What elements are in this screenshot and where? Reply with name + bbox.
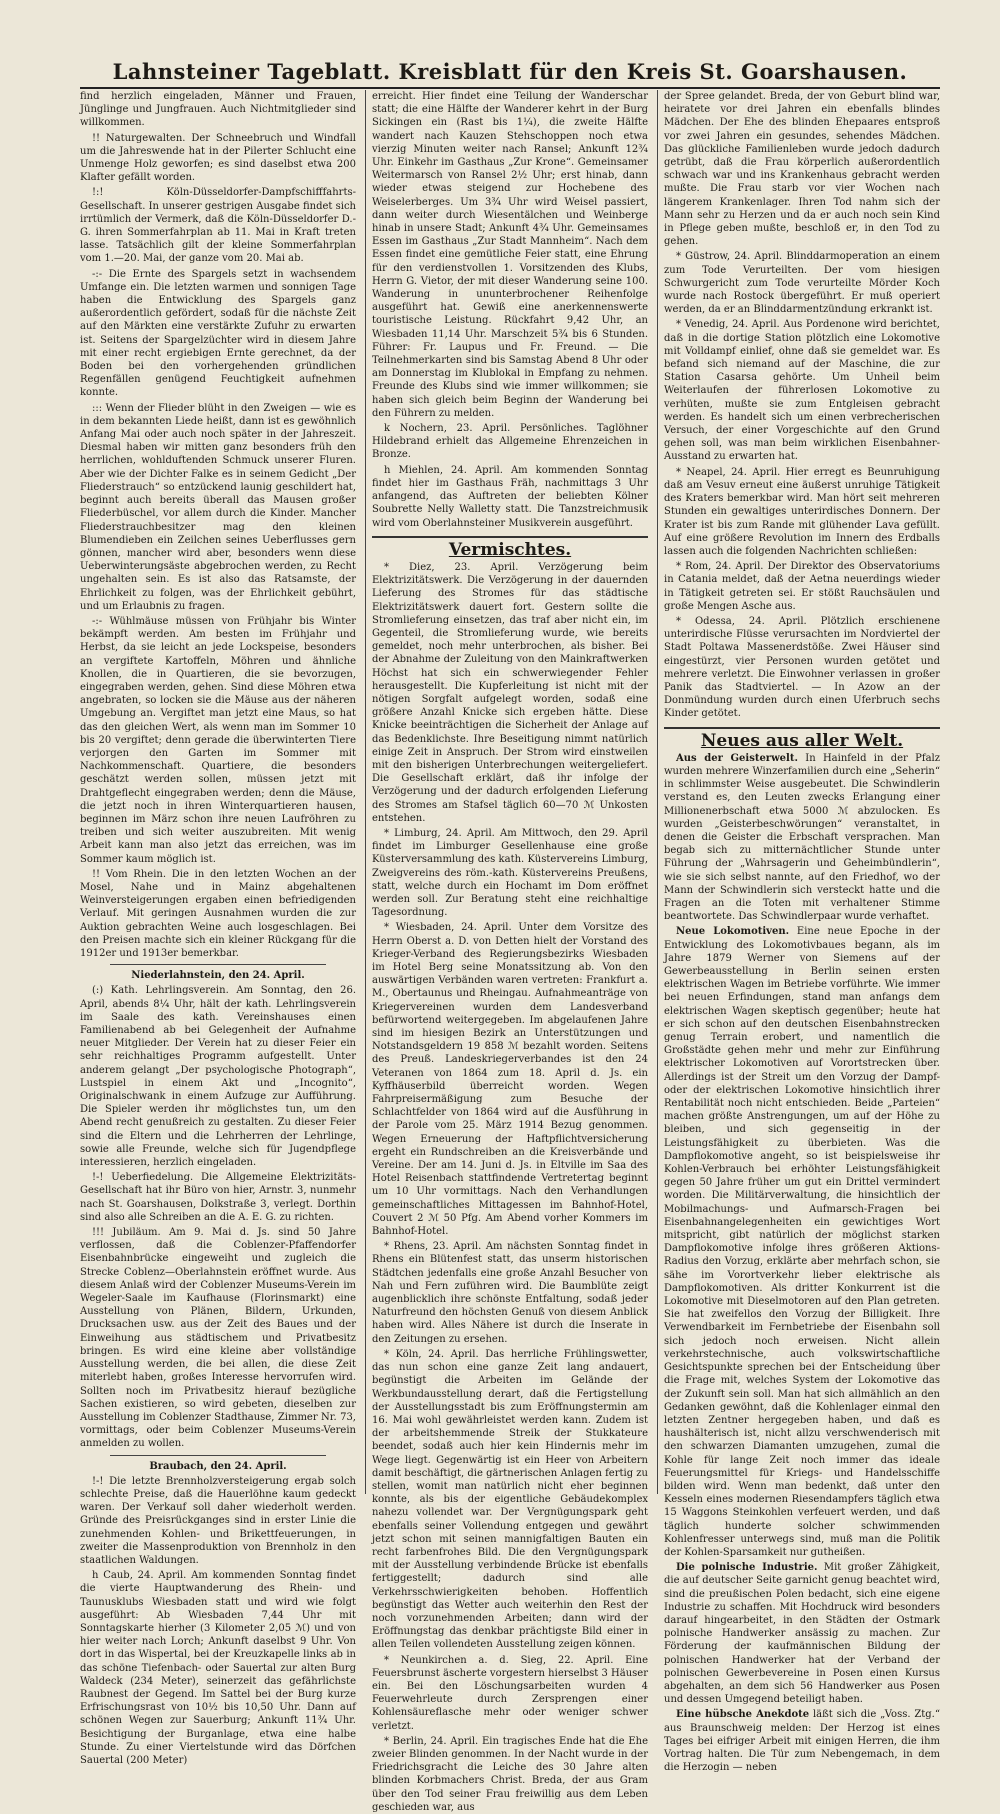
article-paragraph (664, 752, 940, 924)
column-divider (365, 90, 366, 1494)
article-paragraph (664, 925, 940, 1559)
masthead-rule (80, 87, 940, 89)
separator (372, 536, 648, 538)
article-paragraph: find herzlich eingeladen, Männer und Frauen, Jünglinge und Jungfrauen. Auch Nichtmitglieder sind willkommen. (80, 91, 356, 129)
article-paragraph: der Spree gelandet. Breda, der von Geburt blind war, heiratete vor drei Jahren ein ebenfalls blindes Mädchen. Der Ehe des blinden Ehepaares entsproß vor zwei Jahren ein gesundes, sehendes Mädchen. Das glückliche Familienleben wurde jedoch dadurch getrübt, daß die Frau körperlich außerordentlich schwach war und ins Krankenhaus gebracht werden mußte. Die Frau starb vor vier Wochen nach längerem Krankenlager. Ihren Tod nahm sich der Mann sehr zu Herzen und da er auch noch sein Kind in Pflege geben mußte, beschloß er, in den Tod zu gehen. (664, 91, 940, 248)
article-paragraph: * Rhens, 23. April. Am nächsten Sonntag findet in Rhens ein Blütenfest statt, das unserm historischen Städtchen jedenfalls eine große Anzahl Besucher von Nah und Fern zuführen wird. Die Baumblüte zeigt augenblicklich ihre schönste Entfaltung, sodaß jeder Naturfreund den höchsten Genuß von diesem Anblick haben wird. Alles Nähere ist durch die Inserate in den Zeitungen zu ersehen. (372, 1241, 648, 1345)
column-divider (657, 90, 658, 1494)
subheading: Die polnische Industrie. (676, 1562, 818, 1574)
article-text: läßt sich die „Voss. Ztg.“ aus Braunschweig melden: Der Herzog ist eines Tages bei eifriger Arbeit mit einigen Herren, die ihm Vortrag halten. Die Tür zum Nebengemach, in dem die Herzogin — neben (664, 1709, 940, 1774)
columns (80, 90, 940, 1813)
article-paragraph: erreicht. Hier findet eine Teilung der Wanderschar statt; die eine Hälfte der Wanderer kehrt in der Burg Sickingen ein (Rast bis 1¼), die zweite Hälfte wandert nach Kauzen Stehschoppen noch etwa vierzig Minuten weiter nach Ransel; Ankunft 12¾ Uhr. Einkehr im Gasthaus „Zur Krone“. Gemeinsamer Weitermarsch von Ransel 2½ Uhr; erst hinab, dann wieder etwas steigend zur Hochebene des Weiselerberges. Um 3¾ Uhr wird Weisel passiert, dann weiter durch Wiesentälchen und Weinberge hinab in unsere Stadt; Ankunft 4¾ Uhr. Gemeinsames Essen im Gasthaus „Zur Stadt Mannheim“. Nach dem Essen findet eine gemütliche Feier statt, eine Ehrung für den verdienstvollen 1. Vorsitzenden des Klubs, Herrn G. Vietor, der mit dieser Wanderung seine 100. Wanderung in ununterbrochener Reihenfolge ausgeführt hat. Gewiß eine anerkennenswerte touristische Leistung. Rückfahrt 9,42 Uhr, an Wiesbaden 11,14 Uhr. Marschzeit 5¾ bis 6 Stunden. Führer: Fr. Laupus und Fr. Freund. — Die Teilnehmerkarten sind bis Samstag Abend 8 Uhr oder am Donnerstag im Klublokal in Empfang zu nehmen. Freunde des Klubs sind wie immer willkommen; sie haben sich gleich beim Beginn der Wanderung bei den Führern zu melden. (372, 91, 648, 419)
dateline-heading: Braubach, den 24. April. (149, 1460, 287, 1472)
article-paragraph: * Neapel, 24. April. Hier erregt es Beunruhigung daß am Vesuv erneut eine äußerst unruhige Tätigkeit des Kraters bemerkbar wird. Man hört seit mehreren Stunden ein gewaltiges unterirdisches Donnern. Der Krater ist bis zum Rande mit glühender Lava gefüllt. Auf eine größere Revolution im Innern des Erdballs lassen auch die folgenden Nachrichten schließen: (664, 466, 940, 557)
article-paragraph: * Neunkirchen a. d. Sieg, 22. April. Eine Feuersbrunst äscherte vorgestern hierselbst 3 Häuser ein. Bei den Löschungsarbeiten wurden 4 Feuerwehrleute durch Zersprengen einer Kohlensäureflasche mehr oder weniger schwer verletzt. (372, 1654, 648, 1732)
article-text: Mit großer Zähigkeit, die auf deutscher Seite garnicht genug beachtet wird, sind die preußischen Polen bedacht, sich eine eigene Industrie zu schaffen. Mit Hochdruck wird besonders darauf hingearbeitet, in den Städten der Ostmark polnische Handwerker ansässig zu machen. Zur Förderung der kaufmännischen Bildung der polnischen Handwerker hat der Verband der polnischen Gewerbevereine in Posen einen Kursus abgehalten, an dem sich 56 Handwerker aus Posen und dessen Umgegend beteiligt haben. (664, 1562, 940, 1706)
article-text: Eine neue Epoche in der Entwicklung des Lokomotivbaues begann, als im Jahre 1879 Werner von Siemens auf der Gewerbeausstellung in Berlin seinen ersten elektrischen Wagen im Betriebe vorführte. Wie immer bei neuen Erfindungen, stand man anfangs dem elektrischen Wagen skeptisch gegenüber; heute hat er sich schon auf den deutschen Eisenbahnstrecken genug Terrain erobert, und namentlich die Großstädte gehen mehr und mehr zur Einführung elektrischer Lokomotiven auf Vorortstrecken über. Allerdings ist der Streit um den Vorzug der Dampf- oder der elektrischen Lokomotive hinsichtlich ihrer Rentabilität noch nicht entschieden. Beide „Parteien“ machen größte Anstrengungen, um auf der Höhe zu bleiben, und sich gegenseitig in der Leistungsfähigkeit zu überbieten. Was die Dampflokomotive angeht, so ist beispielsweise ihr Kohlen-Verbrauch bei erhöhter Leistungsfähigkeit gegen 50 Jahre früher um gut ein Drittel vermindert worden. Die Militärverwaltung, die hinsichtlich der Mobilmachungs- und Aufmarsch-Fragen bei Eisenbahnangelegenheiten ein gewichtiges Wort mitspricht, gibt natürlich der möglichst starken Dampflokomotive infolge ihres größeren Aktions-Radius den Vorzug, erklärte aber mehrfach schon, sie sähe im Vorortverkehr lieber elektrische als Dampflokomotiven. Als dritter Konkurrent ist die Lokomotive mit Dieselmotoren auf den Plan getreten. Sie hat zweifellos den Vorzug der Billigkeit. Ihre Verwendbarkeit im Fernbetriebe der Eisenbahn soll sich jedoch noch erweisen. Nicht allein verkehrstechnische, auch volkswirtschaftliche Gesichtspunkte sprechen bei der Entscheidung über die Frage mit, welches System der Lokomotive das der Zukunft sein soll. Man hat sich allmählich an den Gedanken gewöhnt, daß die Kohlenlager einmal den letzten Zentner hergegeben haben, und daß es haushälterisch ist, nicht allzu verschwenderisch mit den schwarzen Diamanten umzugehen, zumal die Kohle für lange Zeit noch immer das ideale Feuerungsmittel für Kriegs- und Handelsschiffe bilden wird. Wenn man bedenkt, daß unter den Kesseln eines modernen Riesendampfers täglich etwa 15 Waggons Steinkohlen verfeuert werden, und daß täglich hunderte solcher schwimmenden Kohlenfresser unterwegs sind, muß man die Politik der Kohlen-Sparsamkeit nur gutheißen. (664, 926, 940, 1558)
subheading: Neue Lokomotiven. (676, 926, 790, 938)
article-paragraph: !:! Köln-Düsseldorfer-Dampfschifffahrts-Gesellschaft. In unserer gestrigen Ausgabe findet sich irrtümlich der Vermerk, daß die Köln-Düsseldorfer D.-G. ihren Sommerfahrplan ab 11. Mai in Kraft treten lasse. Tatsächlich gilt der kleine Sommerfahrplan vom 1.—20. Mai, der ganze vom 20. Mai ab. (80, 187, 356, 265)
article-paragraph: !! Naturgewalten. Der Schneebruch und Windfall um die Jahreswende hat in der Pilerter Schlucht eine Unmenge Holz geworfen; es sind daselbst etwa 200 Klafter gefällt worden. (80, 132, 356, 184)
article-paragraph: -:- Die Ernte des Spargels setzt in wachsendem Umfange ein. Die letzten warmen und sonnigen Tage haben die Entwicklung des Spargels ganz außerordentlich gefördert, sodaß für die nächste Zeit auf den Märkten eine verstärkte Zufuhr zu erwarten ist. Seitens der Spargelzüchter wird in diesem Jahre mit einer recht ergiebigen Ernte gerechnet, da der Boden bei den vorhergehenden gründlichen Regenfällen genügend Feuchtigkeit aufnehmen konnte. (80, 268, 356, 399)
dateline-heading: Niederlahnstein, den 24. April. (131, 970, 305, 982)
article-paragraph (664, 1561, 940, 1706)
article-paragraph: h Miehlen, 24. April. Am kommenden Sonntag findet hier im Gasthaus Fräh, nachmittags 3 Uhr anfangend, das Auftreten der beliebten Kölner Soubrette Nelly Walletty statt. Die Tanzstreichmusik wird vom Oberlahnsteiner Musikverein ausgeführt. (372, 464, 648, 529)
article-text: In Hainfeld in der Pfalz wurden mehrere Winzerfamilien durch eine „Seherin“ in schlimmster Weise ausgebeutet. Die Schwindlerin verstand es, den Leuten zwecks Erlangung einer Millionenerbschaft etwa 5000 ℳ abzulocken. Es wurden „Geisterbeschwörungen“ veranstaltet, in denen die Geister die Erbschaft versprachen. Man begab sich zu mitternächtlicher Stunde unter Führung der „Wahrsagerin und Geheimbündlerin“, wie sie sich selbst nannte, auf den Friedhof, wo der Mann der Schwindlerin sich versteckt hatte und die Fragen an die Toten mit verhaltener Stimme beantwortete. Das Schwindlerpaar wurde verhaftet. (664, 752, 940, 923)
section-heading: Vermischtes. (448, 539, 572, 560)
article-paragraph: * Venedig, 24. April. Aus Pordenone wird berichtet, daß in die dortige Station plötzlich eine Lokomotive mit Volldampf einlief, ohne daß sie gemeldet war. Es befand sich niemand auf der Maschine, die zur Station Casarsa gehörte. Um Unheil beim Weiterlaufen der führerlosen Lokomotive zu verhüten, mußte sie zum Entgleisen gebracht werden. Es handelt sich um einen verbrecherischen Versuch, der einer Vorgeschichte auf den Grund gehen soll, was man beim wirklichen Eisenbahner-Ausstand zu erwarten hat. (664, 319, 940, 463)
article-paragraph: * Limburg, 24. April. Am Mittwoch, den 29. April findet im Limburger Gesellenhause eine große Küsterversammlung des kath. Küstervereins Limburg, Zweigvereins des röm.-kath. Küstervereins Preußens, statt, welche durch ein Hochamt im Dom eröffnet werden soll. Zur Beratung steht eine reichhaltige Tagesordnung. (372, 827, 648, 919)
column-1 (80, 90, 356, 1766)
article-paragraph: !!! Jubiläum. Am 9. Mai d. Js. sind 50 Jahre verflossen, daß die Coblenzer-Pfaffendorfer Eisenbahnbrücke eingeweiht und zugleich die Strecke Coblenz—Oberlahnstein eröffnet wurde. Aus diesem Anlaß wird der Coblenzer Museums-Verein im Wegeler-Saale im Kaufhause (Florinsmarkt) eine Ausstellung von Plänen, Bildern, Urkunden, Drucksachen usw. aus der Zeit des Baues und der Einweihung aus städtischem und Privatbesitz bringen. Es wird eine kleine aber vollständige Ausstellung werden, die bei allen, die diese Zeit miterlebt haben, großes Interesse hervorrufen wird. Sollten noch im Privatbesitz hierauf bezügliche Sachen existieren, so wird gebeten, dieselben zur Ausstellung im Coblenzer Stadthause, Zimmer Nr. 73, vormittags, oder beim Coblenzer Museums-Verein anmelden zu wollen. (80, 1227, 356, 1450)
article-paragraph: !-! Die letzte Brennholzversteigerung ergab solch schlechte Preise, daß die Hauerlöhne kaum gedeckt waren. Der Verkauf soll daher wiederholt werden. Gründe des Preisrückganges sind in erster Linie die zunehmenden Kohlen- und Brikettfeuerungen, in zweiter die Massenproduktion von Brennholz in den staatlichen Waldungen. (80, 1475, 356, 1566)
masthead: Lahnsteiner Tageblatt. Kreisblatt für den Kreis St. Goarshausen. (112, 59, 908, 84)
separator (110, 964, 326, 965)
column-2 (372, 90, 648, 1813)
article-paragraph: * Wiesbaden, 24. April. Unter dem Vorsitze des Herrn Oberst a. D. von Detten hielt der Vorstand des Krieger-Verband des Regierungsbezirks Wiesbaden im Hotel Berg seine Monatssitzung ab. Von den auswärtigen Verbänden waren vertreten: Frankfurt a. M., Obertaunus und Rheingau. Aufnahmeanträge von Kriegervereinen wurden dem Landesverband befürwortend weitergegeben. Im abgelaufenen Jahre sind im hiesigen Bezirk an Unterstützungen und Notstandsgeldern 19 858 ℳ bezahlt worden. Seitens des Preuß. Landeskriegerverbandes ist den 24 Veteranen von 1864 zum 18. April d. Js. ein Kyffhäuserbild überreicht worden. Wegen Fahrpreisermäßigung zum Besuche der Schlachtfelder von 1864 wird auf die Ausführung in der Parole vom 25. März 1914 Bezug genommen. Wegen Erneuerung der Haftpflichtversicherung ergeht ein Rundschreiben an die Kreisverbände und Vereine. Der am 14. Juni d. Js. in Eltville im Saa des Hotel Reisenbach stattfindende Vertretertag beginnt um 10 Uhr vormittags. Nach den Verhandlungen gemeinschaftliches Mittagessen im Bahnhof-Hotel, Couvert 2 ℳ 50 Pfg. Am Abend vorher Kommers im Bahnhof-Hotel. (372, 922, 648, 1238)
article-paragraph: * Rom, 24. April. Der Direktor des Observatoriums in Catania meldet, daß der Aetna neuerdings wieder in Tätigkeit getreten sei. Er stößt Rauchsäulen und große Mengen Asche aus. (664, 561, 940, 612)
separator (110, 1455, 326, 1456)
article-paragraph: ::: Wenn der Flieder blüht in den Zweigen — wie es in dem bekannten Liede heißt, dann ist es gewöhnlich Anfang Mai oder auch noch später in der Jahreszeit. Diesmal haben wir mitten ganz besonders früh den herrlichen, wohlduftenden Schmuck unserer Fluren. Aber wie der Dichter Falke es in seinem Gedicht „Der Fliederstrauch“ so entzückend launig geschildert hat, beginnt auch bereits überall das Mausen großer Fliederbüschel, vor allem durch die Kinder. Mancher Fliederstrauchbesitzer mag den kleinen Blumendieben ein Zeilchen seines Ueberflusses gern gönnen, mancher wird aber, besonders wenn diese Ueberwinterungsäste abgebrochen werden, zu Recht ungehalten sein. Es ist also das Ratsamste, der Ehrlichkeit zu folgen, was der Ehrlichkeit gebührt, und um Erlaubnis zu fragen. (80, 402, 356, 612)
section-heading: Neues aus aller Welt. (700, 730, 904, 751)
article-paragraph (664, 1708, 940, 1774)
article-paragraph: k Nochern, 23. April. Persönliches. Taglöhner Hildebrand erhielt das Allgemeine Ehrenzeichen in Bronze. (372, 423, 648, 461)
separator (664, 727, 940, 729)
article-paragraph: * Berlin, 24. April. Ein tragisches Ende hat die Ehe zweier Blinden genommen. In der Nacht wurde in der Friedrichsgracht die Leiche des 30 Jahre alten blinden Korbmachers Christ. Breda, der aus Gram über den Tod seiner Frau freiwillig aus dem Leben geschieden war, aus (372, 1735, 648, 1813)
article-paragraph: * Diez, 23. April. Verzögerung beim Elektrizitätswerk. Die Verzögerung in der dauernden Lieferung des Stromes für das städtische Elektrizitätswerk dauert fort. Gestern sollte die Stromlieferung einsetzen, das traf aber nicht ein, im Gegenteil, die Stromlieferung wurde, wie bereits gemeldet, noch mehr unterbrochen, als bisher. Bei der Abnahme der Zuleitung von den Mainkraftwerken Höchst hat sich ein schwerwiegender Fehler herausgestellt. Die Kupferleitung ist nicht mit der nötigen Sorgfalt aufgelegt worden, sodaß eine größere Anzahl Knicke sich ergeben hätte. Diese Knicke beeinträchtigen die Sicherheit der Anlage auf das Bedenklichste. Ihre Beseitigung nimmt natürlich einige Zeit in Anspruch. Der Strom wird einstweilen mit den bisherigen Unterbrechungen weitergeliefert. Die Gesellschaft erklärt, daß ihr infolge der Verzögerung und der dadurch erfolgenden Lieferung des Stromes am Stafsel täglich 60—70 ℳ Unkosten entstehen. (372, 561, 648, 824)
article-paragraph: * Güstrow, 24. April. Blinddarmoperation an einem zum Tode Verurteilten. Der vom hiesigen Schwurgericht zum Tode verurteilte Mörder Koch wurde nach Rostock übergeführt. Er muß operiert werden, da er an Blinddarmentzündung erkrankt ist. (664, 251, 940, 316)
article-paragraph: !-! Ueberfiedelung. Die Allgemeine Elektrizitäts-Gesellschaft hat ihr Büro von hier, Arnstr. 3, nunmehr nach St. Goarshausen, Dolkstraße 3, verlegt. Dorthin sind also alle Schreiben an die A. E. G. zu richten. (80, 1172, 356, 1223)
article-paragraph: (:) Kath. Lehrlingsverein. Am Sonntag, den 26. April, abends 8¼ Uhr, hält der kath. Lehrlingsverein im Saale des kath. Vereinshauses einen Familienabend ab bei Gelegenheit der Aufnahme neuer Mitglieder. Der Verein hat zu dieser Feier ein sehr reichhaltiges Programm aufgestellt. Unter anderem gelangt „Der psychologische Photograph“, Lustspiel in einem Akt und „Incognito“, Originalschwank in einem Aufzuge zur Aufführung. Die Spieler werden ihr möglichstes tun, um den Abend recht genußreich zu gestalten. Zu dieser Feier sind die Eltern und die Lehrherren der Lehrlinge, sowie alle Freunde, welche sich für Jugendpflege interessieren, herzlich eingeladen. (80, 985, 356, 1169)
article-paragraph: -:- Wühlmäuse müssen von Frühjahr bis Winter bekämpft werden. Am besten im Frühjahr und Herbst, da sie leicht an jede Lockspeise, besonders an vergiftete Kartoffeln, Möhren und ähnliche Knollen, die in Quartieren, die sie bevorzugen, eingegraben werden, gehen. Sind diese Möhren etwa angebraten, so locken sie die Mäuse aus der näheren Umgebung an. Vergiftet man jetzt eine Maus, so hat das den gleichen Wert, als wenn man im Sommer 10 bis 20 vergiftet; denn gerade die überwinterten Tiere verjorgen den Garten im Sommer mit Nachkommenschaft. Quartiere, die besonders geschätzt werden sollen, müssen jetzt mit Drahtgeflecht eingegraben werden; denn die Mäuse, die jetzt noch in ihren Winterquartieren hausen, beginnen im März schon ihre neuen Laufröhren zu treiben und sich weiter auszubreiten. Mit wenig Arbeit kann man also jetzt das erreichen, was im Sommer kaum möglich ist. (80, 615, 356, 865)
article-paragraph: h Caub, 24. April. Am kommenden Sonntag findet die vierte Hauptwanderung des Rhein- und Taunusklubs Wiesbaden statt und wird wie folgt ausgeführt: Ab Wiesbaden 7,44 Uhr mit Sonntagskarte hierher (3 Kilometer 2,05 ℳ) und von hier weiter nach Lorch; Ankunft daselbst 9 Uhr. Von dort in das Wispertal, bei der Kreuzkapelle links ab in das schöne Tiefenbach- oder Sauertal zur alten Burg Waldeck (234 Meter), seinerzeit das gefährlichste Raubnest der Gegend. Im Sattel bei der Burg kurze Erfrischungsrast von 10½ bis 10,50 Uhr. Dann auf schönen Wegen zur Sauerburg; Ankunft 11¾ Uhr. Besichtigung der Burganlage, etwa eine halbe Stunde. Zu einer Viertelstunde wird das Dörfchen Sauertal (200 Meter) (80, 1570, 356, 1766)
column-3 (664, 90, 940, 1774)
subheading: Eine hübsche Anekdote (676, 1709, 810, 1721)
subheading: Aus der Geisterwelt. (676, 752, 798, 764)
article-paragraph: * Odessa, 24. April. Plötzlich erschienene unterirdische Flüsse verursachten im Nordviertel der Stadt Poltawa Massenerdstöße. Zwei Häuser sind eingestürzt, vier Personen wurden getötet und mehrere verletzt. Die Einwohner verlassen in großer Panik das Stadtviertel. — In Azow an der Donmündung wurden durch einen Uferbruch sechs Kinder getötet. (664, 615, 940, 720)
article-paragraph: * Köln, 24. April. Das herrliche Frühlingswetter, das nun schon eine ganze Zeit lang andauert, begünstigt die Arbeiten im Gelände der Werkbundausstellung derart, daß die Fertigstellung der Ausstellungsstadt bis zum Eröffnungstermin am 16. Mai wohl gewährleistet werden kann. Zudem ist der arbeitshemmende Streik der Stukkateure beendet, sodaß auch hier kein Hindernis mehr im Wege liegt. Gegenwärtig ist ein Heer von Arbeitern damit beschäftigt, die gärtnerischen Anlagen fertig zu stellen, womit man natürlich nicht eher beginnen konnte, als bis der eigentliche Gebäudekomplex nahezu vollendet war. Der Vergnügungspark geht ebenfalls seiner Vollendung entgegen und gewährt jetzt schon mit seinen mannigfaltigen Bauten ein recht farbenfrohes Bild. Die den Vergnügungspark mit der Ausstellung verbindende Brücke ist ebenfalls fertiggestellt; dadurch sind alle Verkehrsschwierigkeiten behoben. Hoffentlich begünstigt das Wetter auch weiterhin den Rest der noch vorzunehmenden Arbeiten; dann wird der Eröffnungstag das denkbar prächtigste Bild einer in allen Teilen vollendeten Ausstellung zeigen können. (372, 1348, 648, 1651)
article-paragraph: !! Vom Rhein. Die in den letzten Wochen an der Mosel, Nahe und in Mainz abgehaltenen Weinversteigerungen ergaben einen befriedigenden Verlauf. Mit geringen Ausnahmen wurden die zur Auktion gebrachten Weine auch losgeschlagen. Bei den Preisen machte sich ein kleiner Rückgang für die 1912er und 1913er bemerkbar. (80, 868, 356, 959)
